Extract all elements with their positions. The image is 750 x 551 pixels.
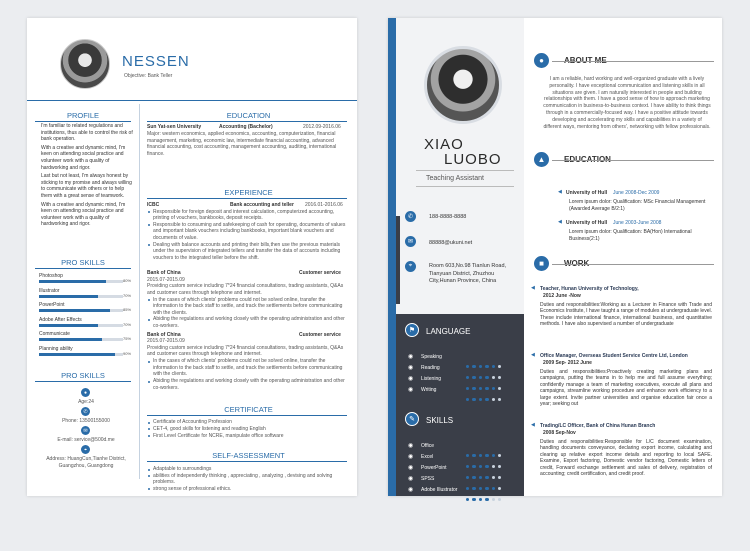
proficiency-dot xyxy=(492,498,495,501)
bullet-dot xyxy=(148,211,150,213)
skill-percent: 75% xyxy=(123,336,132,341)
language-icon: ⚑ xyxy=(405,323,419,337)
email-icon: ✉ xyxy=(405,236,416,247)
dot-bullet: ◉ xyxy=(408,454,414,460)
proficiency-dot xyxy=(472,398,475,401)
edu-major: Accounting (Bachelor) xyxy=(219,124,273,130)
experience-heading: EXPERIENCE xyxy=(224,188,273,197)
edu-desc: Major: western economics, applied economics, accounting, computerization, financial management, marketing, economic law, intermediate financial accounting, advanced financial accounting, cost accounting, management accounting, auditing, international finance. xyxy=(147,131,337,157)
job-bullet: Dealing with balance accounts and printing their bills,then use the previous materials under the supervision of integrated tellers and transfer the data of accounts including vouchers to the integrated teller before the shift. xyxy=(153,241,341,261)
bullet-dot xyxy=(148,299,150,301)
proficiency-dot xyxy=(479,498,482,501)
chevron-icon: ◀ xyxy=(558,219,562,225)
about-heading: ABOUT ME xyxy=(564,56,607,65)
proficiency-label: Listening xyxy=(421,376,442,382)
edu-desc: Lorem ipsum dolor: Qualification: BA(Hon) International Business(2:1) xyxy=(569,229,692,242)
dot-bullet: ◉ xyxy=(408,465,414,471)
email-icon: ✉ xyxy=(81,426,90,435)
skill-bar-fill xyxy=(39,353,115,356)
job-bullet: Responsible for foreign deposit and interest calculation, computerized accounting, printing of vouchers, bankbooks, deposit receipts. xyxy=(153,208,335,222)
edu-date: 2012.09-2016.06 xyxy=(303,124,341,130)
skill-bar xyxy=(39,324,123,327)
education-heading: EDUCATION xyxy=(226,111,271,120)
job-role: Customer service xyxy=(299,331,341,338)
avatar xyxy=(60,39,110,89)
skill-bar-fill xyxy=(39,309,110,312)
work-date: 2009 Sep- 2012 June xyxy=(543,360,592,366)
job-company: ICBC xyxy=(147,202,160,208)
proficiency-dot xyxy=(466,398,469,401)
skill-bar-fill xyxy=(39,280,106,283)
dot-bullet: ◉ xyxy=(408,443,414,449)
proficiency-dot xyxy=(466,498,469,501)
phone: Phone: 13500155000 xyxy=(62,418,110,424)
skills-icon: ✎ xyxy=(405,412,419,426)
language-heading: LANGUAGE xyxy=(426,327,471,336)
skill-label: Photoshop xyxy=(39,273,63,279)
job-bullet: Responsible to consuming and safekeeping of cash for operating, documents of values and important blank vouchers including bankbooks, important blank vouchers and documents of value. xyxy=(153,221,346,241)
dark-band xyxy=(396,314,524,496)
proficiency-dot xyxy=(485,398,488,401)
skill-label: Adobe After Effects xyxy=(39,316,82,323)
skill-bar-fill xyxy=(39,295,98,298)
skills-heading: SKILLS xyxy=(426,416,454,425)
bullet-dot xyxy=(148,361,150,363)
proficiency-dot xyxy=(492,398,495,401)
job-bullet: In the cases of which clients' problems could not be solved online, transfer the information to the back staff to settle, and track the settlements before communicating with the clients. xyxy=(153,296,343,316)
job-date: 2015.07-2015.09 xyxy=(147,338,185,345)
proficiency-label: Writing xyxy=(421,387,437,393)
profile-heading: PROFILE xyxy=(66,111,100,120)
work-desc: Duties and responsibilities:Responsible for L/C document examination, handling documents conveyance, declaring export income, calculating and clearing up relative export income details and reporting to local SAFE. Examine, Export factoring, Domestic vendor factoring, Domestic letters of credit, Forward exchange settlement and sales of delivery, registration of accounting; credit certification, and credit proof. xyxy=(540,439,712,478)
education-icon: ▲ xyxy=(534,152,549,167)
certificate-item: Certificate of Accounting Profession xyxy=(153,419,232,425)
phone-icon: ✆ xyxy=(81,407,90,416)
skills-heading: PRO SKILLS xyxy=(61,258,105,267)
job-date: 2015.07-2015.09 xyxy=(147,276,185,283)
work-icon: ■ xyxy=(534,256,549,271)
skill-bar xyxy=(39,295,123,298)
email: E-mail: service@500d.me xyxy=(57,437,115,443)
job-role: Customer service xyxy=(299,270,341,276)
job-role: Bank accounting and teller xyxy=(230,202,294,208)
dot-bullet: ◉ xyxy=(408,476,414,482)
resume-name: NESSEN xyxy=(122,53,190,70)
education-heading: EDUCATION xyxy=(564,155,611,164)
proficiency-dots xyxy=(466,388,504,406)
last-name: LUOBO xyxy=(444,151,502,168)
job-intro: Providing custom service including 7*24 financial consultations, trading assistants, Q&As and customer cares through telephone and internet. xyxy=(147,283,344,296)
skill-percent: 90% xyxy=(123,350,132,356)
skill-percent: 70% xyxy=(123,292,132,298)
work-desc: Duties and responsibilities:Proactively creating marketing plans and campaigns, putting the teams in to help me and full assume everything; confidently manage a team of marketing executives, execute all plans and campaigns, streamline working procedure and enhance work efficiency to a large extent. Invite partner universities and organise education fair once a year; seeking out xyxy=(540,369,712,408)
location-icon: ⌖ xyxy=(405,261,416,272)
edu-school: University of Hull xyxy=(566,220,608,226)
dot-bullet: ◉ xyxy=(408,354,414,360)
job-company: Bank of China xyxy=(147,331,181,338)
skill-label: Communicate xyxy=(39,331,70,337)
bullet-dot xyxy=(148,488,150,490)
skill-percent: 70% xyxy=(123,321,132,327)
dot-bullet: ◉ xyxy=(408,387,414,393)
skill-bar-fill xyxy=(39,324,98,327)
self-assessment-item: Adaptable to surroundings xyxy=(153,466,212,472)
edu-desc: Lorem ipsum dolor: Qualification: MSc Financial Management (Awarded Average B/2:1) xyxy=(569,199,706,212)
bullet-dot xyxy=(148,428,150,430)
job-bullet: In the cases of which clients' problems could not be solved online, transfer the information to the back staff to settle, and track the settlements before communicating with the clients. xyxy=(153,358,343,378)
about-text: I am a reliable, hard working and well-organized graduate with a lively personality. I have exceptional communication and listening skills in all situations are given. I am naturally interested in people and building relationships with them. I have a good sense of how to approach marketing communication in business-to-business context. I have ability to think things through in a commercially-focused way. I have a positive attitude towards developing and accelerating my skills and capabilities in a variety of different ways, mentoring from others', networking with fellow professionals. xyxy=(543,76,711,130)
location-icon: ⌖ xyxy=(81,445,90,454)
contact-heading: PRO SKILLS xyxy=(61,371,105,380)
email: 88888@ukuni.net xyxy=(429,240,473,246)
work-desc: Duties and responsibilities:Working as a Lecturer in Finance with Trade and Economics Institute, I have taught a range of modules at undergraduate level. These include international finance, international business, and quantitative methods. I have also supervised a number of undergraduate xyxy=(540,302,712,328)
skill-bar-fill xyxy=(39,338,102,341)
dot-bullet: ◉ xyxy=(408,365,414,371)
work-date: 2012 June -Now xyxy=(543,293,581,299)
proficiency-dot xyxy=(485,498,488,501)
proficiency-label: SPSS xyxy=(421,476,435,482)
address: Room 603,No.98 Tianlun Road, Tianyuan District, Zhuzhou City,Hunan Province, China xyxy=(429,263,507,285)
skill-bar xyxy=(39,353,123,356)
phone: 188-8888-8888 xyxy=(429,214,467,220)
self-assessment-item: strong sense of professional ethics. xyxy=(153,485,232,492)
header-divider xyxy=(27,100,357,101)
self-assessment-item: abilities of independently thinking , appreciating , analyzing , devising and solving problems. xyxy=(153,472,333,486)
about-icon: ● xyxy=(534,53,549,68)
self-assessment-heading: SELF-ASSESSMENT xyxy=(212,451,285,460)
age: Age:24 xyxy=(78,399,94,405)
age-icon: ● xyxy=(81,388,90,397)
job-bullet: Abiding the regulations and working closely with the operating administration and other co-workers. xyxy=(153,316,345,329)
dot-bullet: ◉ xyxy=(408,487,414,493)
job-title: Teaching Assistant xyxy=(426,175,484,182)
job-company: Bank of China xyxy=(147,270,181,276)
proficiency-dot xyxy=(479,398,482,401)
skill-bar xyxy=(39,280,123,283)
skill-bar xyxy=(39,338,123,341)
proficiency-label: Reading xyxy=(421,365,440,371)
bullet-dot xyxy=(148,224,150,226)
bullet-dot xyxy=(148,319,150,321)
chevron-icon: ◀ xyxy=(558,189,562,195)
work-heading: WORK xyxy=(564,259,590,268)
resume-page-right xyxy=(388,18,722,496)
work-date: 2008 Sep-Nov xyxy=(543,430,576,436)
proficiency-label: Speaking xyxy=(421,354,442,360)
proficiency-dots xyxy=(466,488,504,506)
bullet-dot xyxy=(148,469,150,471)
bullet-dot xyxy=(148,475,150,477)
proficiency-label: PowerPoint xyxy=(421,465,447,471)
bullet-dot xyxy=(148,244,150,246)
edu-date: June 2003-June 2008 xyxy=(613,220,662,226)
certificate-heading: CERTIFICATE xyxy=(224,405,273,414)
skill-label: Illustrator xyxy=(39,287,60,294)
bullet-dot xyxy=(148,381,150,383)
dot-bullet: ◉ xyxy=(408,376,414,382)
resume-page-left xyxy=(27,18,357,496)
chevron-icon: ◀ xyxy=(531,352,535,358)
first-name: XIAO xyxy=(424,136,464,153)
skill-percent: 85% xyxy=(123,307,132,312)
work-role: Trading/LC Officer, Bank of China Hunan Branch xyxy=(540,423,656,429)
job-bullet: Abiding the regulations and working closely with the operating administration and other co-workers. xyxy=(153,378,345,391)
bullet-dot xyxy=(148,435,150,437)
bullet-dot xyxy=(148,422,150,424)
chevron-icon: ◀ xyxy=(531,285,535,291)
proficiency-label: Office xyxy=(421,443,434,449)
contact-rail xyxy=(396,216,400,304)
certificate-item: CET-4, good skills for listening and reading English xyxy=(153,425,266,432)
skill-percent: 80% xyxy=(123,278,132,283)
proficiency-dot xyxy=(498,398,501,401)
accent-stripe xyxy=(388,18,396,496)
skill-bar xyxy=(39,309,123,312)
chevron-icon: ◀ xyxy=(531,422,535,428)
job-intro: Providing custom service including 7*24 financial consultations, trading assistants, Q&As and customer cares through telephone and internet. xyxy=(147,344,344,358)
edu-school: Sun Yat-sen University xyxy=(147,124,202,130)
proficiency-label: Adobe Illustrator xyxy=(421,487,458,493)
avatar xyxy=(424,46,502,124)
edu-school: University of Hull xyxy=(566,190,608,196)
proficiency-dot xyxy=(472,498,475,501)
address: Address: HuangCun,Tianhe District, Guangzhou, Guangdong xyxy=(46,456,126,469)
skill-label: PowerPoint xyxy=(39,302,65,308)
proficiency-dot xyxy=(498,498,501,501)
phone-icon: ✆ xyxy=(405,211,416,222)
certificate-item: First Level Certificate for NCRE, manipulate office software xyxy=(153,432,284,439)
work-role: Office Manager, Overseas Student Service Centre Ltd, London xyxy=(540,353,688,359)
objective: Objective: Bank Teller xyxy=(124,73,173,79)
proficiency-label: Excel xyxy=(421,454,434,460)
work-role: Teacher, Hunan University of Technology, xyxy=(540,286,639,292)
profile-text: I'm familiar to related regulations and institutions, thus able to control the risk of bank operation. With a creative and dynamic mind, I'm keen on attending social practice and volunteer work with a quality of hardworking and rigor. Last but not least, I'm always honest by sticking to my promise and always willing to communicate with others or to help them with a great sense of teamwork. With a creative and dynamic mind, I'm keen on attending social practice and volunteer work with a quality of hardworking and rigor. xyxy=(41,123,133,228)
skill-label: Planning ability xyxy=(39,345,73,352)
edu-date: June 2008-Dec 2009 xyxy=(613,190,660,196)
job-date: 2016.01-2016.06 xyxy=(305,202,343,208)
